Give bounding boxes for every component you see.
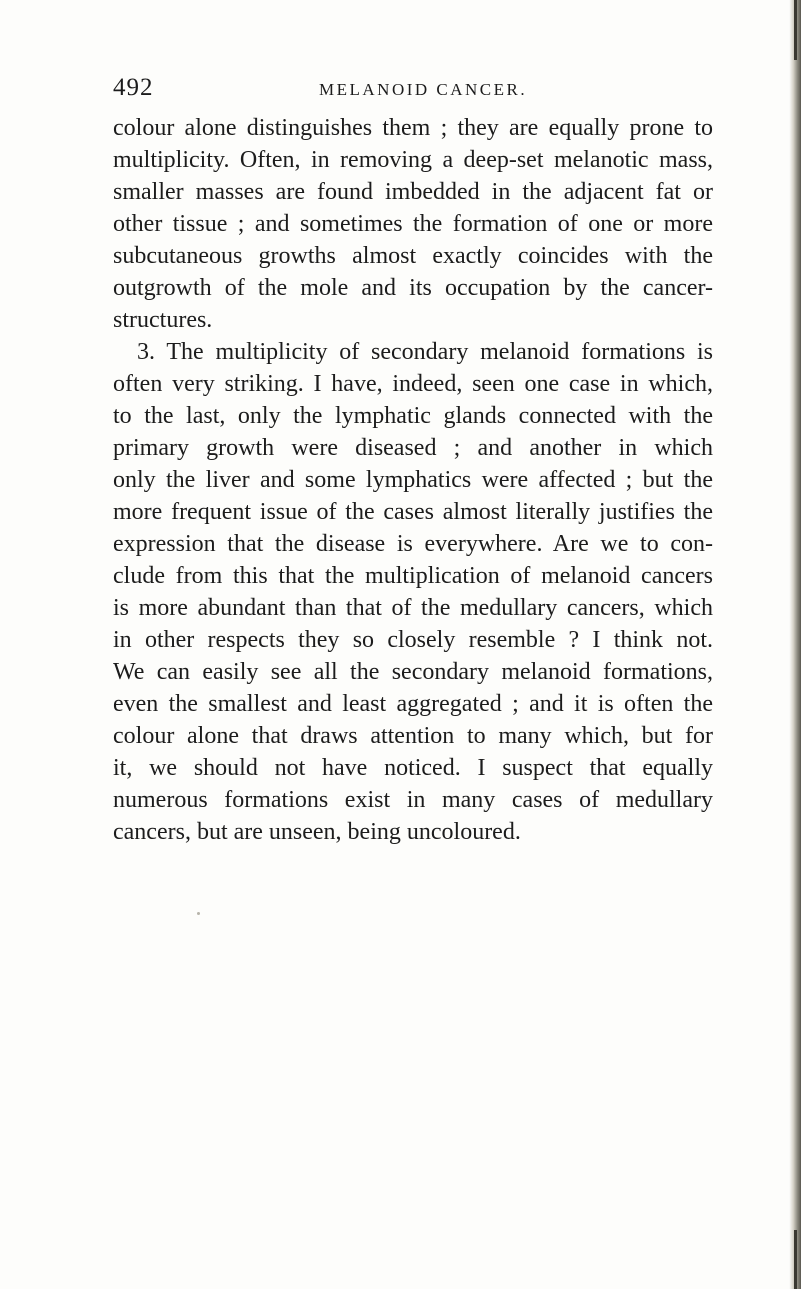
text-line: clude from this that the multiplication of melanoid cancers [113,563,713,589]
text-line: multiplicity. Often, in removing a deep-set melanotic mass, [113,147,713,173]
text-line: cancers, but are unseen, being uncoloured. [113,819,521,845]
text-line: more frequent issue of the cases almost literally justifies the [113,499,713,525]
text-line: often very striking. I have, indeed, seen one case in which, [113,371,713,397]
running-title: MELANOID CANCER. [319,80,528,99]
text-line: is more abundant than that of the medullary cancers, which [113,595,713,621]
text-line: colour alone distinguishes them ; they are equally prone to [113,115,713,141]
body-text [113,112,713,848]
page-number: 492 [113,74,154,101]
text-line: even the smallest and least aggregated ; and it is often the [113,691,713,717]
text-line: colour alone that draws attention to many which, but for [113,723,713,749]
text-line: to the last, only the lymphatic glands connected with the [113,403,713,429]
page-edge-shadow [789,0,801,1289]
paper-speck [197,912,200,915]
page-edge-mark [794,1230,797,1289]
text-line: primary growth were diseased ; and another in which [113,435,713,461]
text-line: numerous formations exist in many cases of medullary [113,787,713,813]
text-line: in other respects they so closely resemble ? I think not. [113,627,713,653]
text-line: smaller masses are found imbedded in the adjacent fat or [113,179,713,205]
page-edge-mark [794,0,797,60]
text-line: only the liver and some lymphatics were affected ; but the [113,467,713,493]
text-line: We can easily see all the secondary melanoid formations, [113,659,713,685]
text-line: it, we should not have noticed. I suspect that equally [113,755,713,781]
text-line: structures. [113,307,213,333]
text-line: other tissue ; and sometimes the formation of one or more [113,211,713,237]
text-line: subcutaneous growths almost exactly coincides with the [113,243,713,269]
text-line: outgrowth of the mole and its occupation by the cancer- [113,275,713,301]
running-head [113,74,713,104]
text-line: expression that the disease is everywhere. Are we to con- [113,531,713,557]
text-line: 3. The multiplicity of secondary melanoid formations is [137,339,713,365]
